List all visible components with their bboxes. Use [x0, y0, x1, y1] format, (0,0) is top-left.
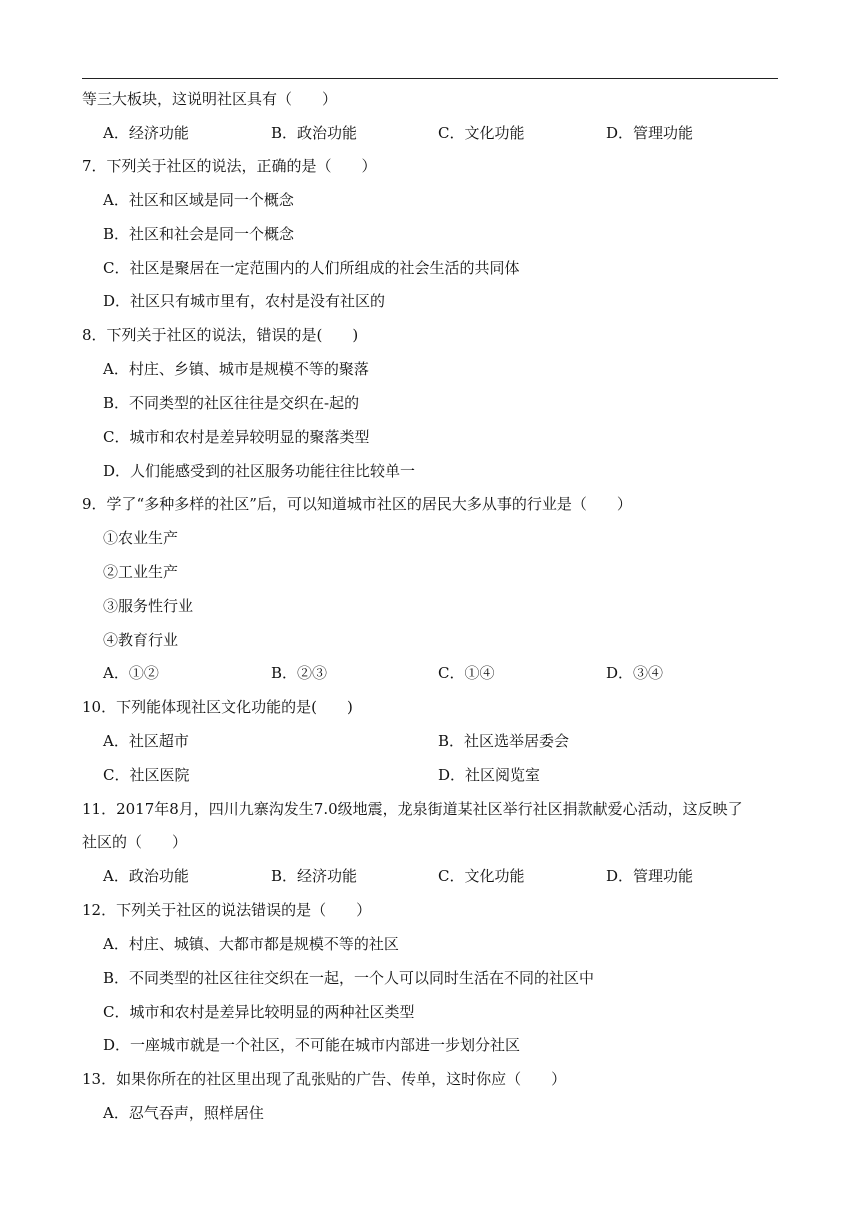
- q9-option-a[interactable]: A．①②: [103, 664, 159, 682]
- q13-stem: 13．如果你所在的社区里出现了乱张贴的广告、传单，这时你应（ ）: [82, 1070, 567, 1088]
- q9-item-4: ④教育行业: [103, 631, 179, 649]
- q11-stem-line1: 11．2017年8月，四川九寨沟发生7.0级地震，龙泉街道某社区举行社区捐款献爱心活动，这反映了: [82, 800, 743, 818]
- q10-option-b[interactable]: B．社区选举居委会: [438, 732, 570, 750]
- q7-option-b[interactable]: B．社区和社会是同一个概念: [103, 225, 295, 243]
- q6-option-b[interactable]: B．政治功能: [271, 124, 358, 142]
- q7-stem: 7．下列关于社区的说法，正确的是（ ）: [82, 157, 377, 175]
- q8-stem: 8．下列关于社区的说法，错误的是( ): [82, 326, 359, 344]
- q7-option-c[interactable]: C．社区是聚居在一定范围内的人们所组成的社会生活的共同体: [103, 259, 520, 277]
- q8-option-b[interactable]: B．不同类型的社区往往是交织在-起的: [103, 394, 360, 412]
- q9-item-1: ①农业生产: [103, 529, 179, 547]
- q8-option-d[interactable]: D．人们能感受到的社区服务功能往往比较单一: [103, 462, 416, 480]
- q9-option-b[interactable]: B．②③: [271, 664, 328, 682]
- q12-stem: 12．下列关于社区的说法错误的是（ ）: [82, 901, 372, 919]
- q10-option-d[interactable]: D．社区阅览室: [438, 766, 541, 784]
- q11-option-b[interactable]: B．经济功能: [271, 867, 358, 885]
- q9-stem: 9．学了“多种多样的社区”后，可以知道城市社区的居民大多从事的行业是（ ）: [82, 495, 632, 513]
- q6-option-c[interactable]: C．文化功能: [438, 124, 525, 142]
- q9-option-d[interactable]: D．③④: [606, 664, 664, 682]
- q11-option-a[interactable]: A．政治功能: [103, 867, 189, 885]
- q11-stem-line2: 社区的（ ）: [82, 833, 188, 851]
- q12-option-a[interactable]: A．村庄、城镇、大都市都是规模不等的社区: [103, 935, 399, 953]
- q9-option-c[interactable]: C．①④: [438, 664, 495, 682]
- q7-option-d[interactable]: D．社区只有城市里有，农村是没有社区的: [103, 292, 386, 310]
- q6-option-d[interactable]: D．管理功能: [606, 124, 694, 142]
- q9-item-3: ③服务性行业: [103, 597, 194, 615]
- q11-option-c[interactable]: C．文化功能: [438, 867, 525, 885]
- q7-option-a[interactable]: A．社区和区域是同一个概念: [103, 191, 294, 209]
- q10-stem: 10．下列能体现社区文化功能的是( ): [82, 698, 353, 716]
- q6-stem-tail: 等三大板块，这说明社区具有（ ）: [82, 90, 338, 108]
- q8-option-c[interactable]: C．城市和农村是差异较明显的聚落类型: [103, 428, 370, 446]
- q12-option-c[interactable]: C．城市和农村是差异比较明显的两种社区类型: [103, 1003, 415, 1021]
- q11-option-d[interactable]: D．管理功能: [606, 867, 694, 885]
- q12-option-b[interactable]: B．不同类型的社区往往交织在一起，一个人可以同时生活在不同的社区中: [103, 969, 595, 987]
- q8-option-a[interactable]: A．村庄、乡镇、城市是规模不等的聚落: [103, 360, 369, 378]
- q10-option-a[interactable]: A．社区超市: [103, 732, 189, 750]
- q10-option-c[interactable]: C．社区医院: [103, 766, 190, 784]
- q6-option-a[interactable]: A．经济功能: [103, 124, 189, 142]
- q13-option-a[interactable]: A．忍气吞声，照样居住: [103, 1104, 264, 1122]
- q9-item-2: ②工业生产: [103, 563, 179, 581]
- header-rule: [82, 78, 778, 79]
- q12-option-d[interactable]: D．一座城市就是一个社区，不可能在城市内部进一步划分社区: [103, 1036, 521, 1054]
